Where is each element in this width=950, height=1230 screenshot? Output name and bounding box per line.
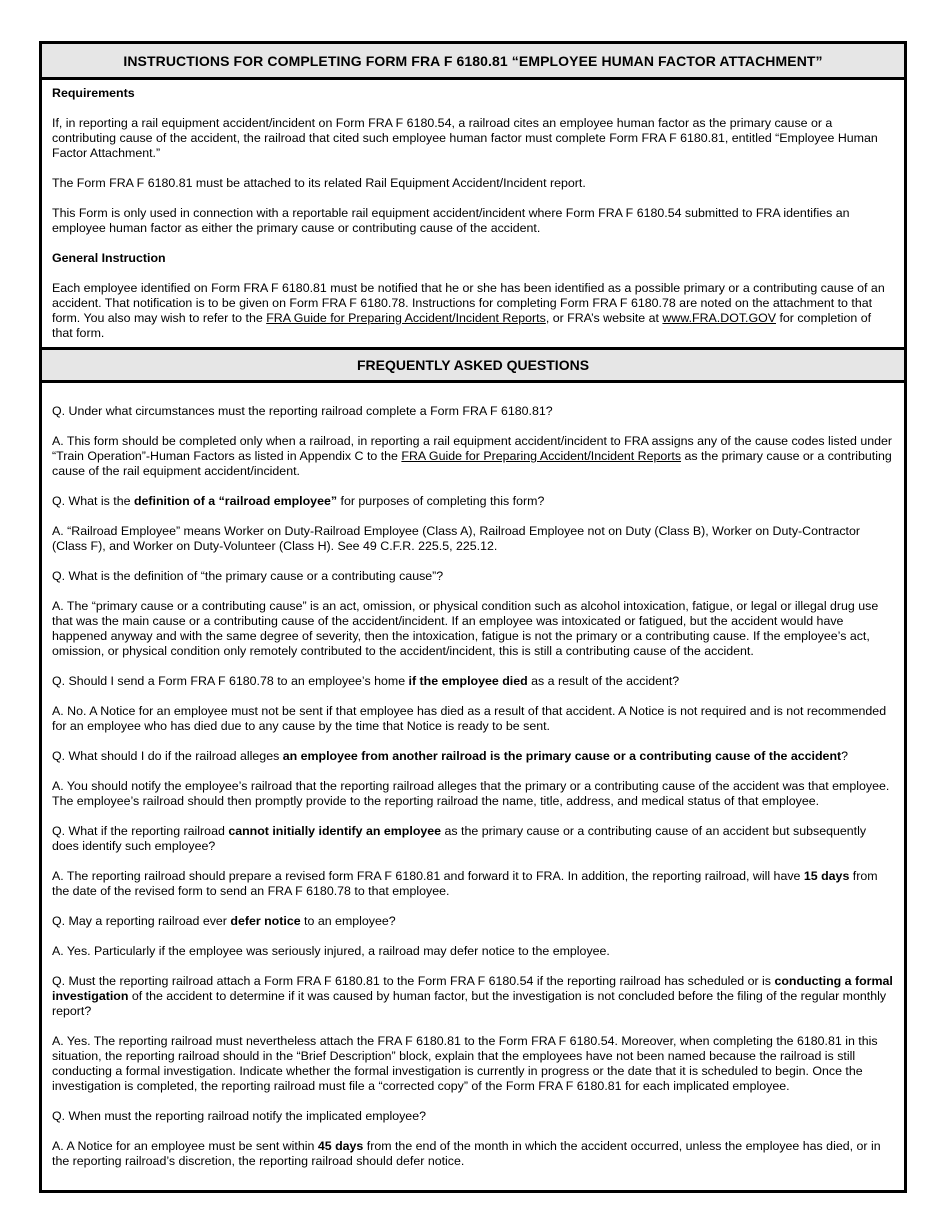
- fra-guide-link[interactable]: FRA Guide for Preparing Accident/Incident Reports: [266, 311, 546, 325]
- faq-heading: FREQUENTLY ASKED QUESTIONS: [42, 347, 904, 383]
- faq-answer: A. You should notify the employee’s railroad that the reporting railroad alleges that the primary or a contributing cause of the accident was that employee. The employee’s railroad should then promptly provide to the reporting railroad the name, title, address, and medical status of that employee.: [52, 779, 890, 808]
- faq-question: Q. Under what circumstances must the reporting railroad complete a Form FRA F 6180.81?: [52, 404, 553, 418]
- fra-guide-link[interactable]: FRA Guide for Preparing Accident/Incident Reports: [401, 449, 682, 463]
- faq-answer: A. Yes. Particularly if the employee was seriously injured, a railroad may defer notice to the employee.: [52, 944, 610, 958]
- general-instruction-heading: General Instruction: [52, 251, 166, 265]
- faq-section: [42, 383, 904, 1169]
- faq-question: Q. When must the reporting railroad notify the implicated employee?: [52, 1109, 426, 1123]
- faq-answer: A. A Notice for an employee must be sent within 45 days from the end of the month in which the accident occurred, unless the employee has died, or in the reporting railroad’s discretion, the reporting railroad should defer notice.: [52, 1139, 881, 1168]
- requirements-heading: Requirements: [52, 86, 135, 100]
- faq-question: Q. What is the definition of a “railroad employee” for purposes of completing this form?: [52, 494, 545, 508]
- page-title: INSTRUCTIONS FOR COMPLETING FORM FRA F 6180.81 “EMPLOYEE HUMAN FACTOR ATTACHMENT”: [42, 44, 904, 80]
- faq-question: Q. Should I send a Form FRA F 6180.78 to an employee’s home if the employee died as a result of the accident?: [52, 674, 680, 688]
- requirements-paragraph-1: If, in reporting a rail equipment accident/incident on Form FRA F 6180.54, a railroad cites an employee human factor as the primary cause or a contributing cause of the accident, the railroad that cited such employee human factor must complete Form FRA F 6180.81, entitled “Employee Human Factor Attachment.”: [52, 116, 878, 160]
- fra-website-link[interactable]: www.FRA.DOT.GOV: [662, 311, 777, 325]
- requirements-paragraph-2: The Form FRA F 6180.81 must be attached to its related Rail Equipment Accident/Incident report.: [52, 176, 586, 190]
- requirements-section: [42, 80, 904, 341]
- faq-answer: A. This form should be completed only when a railroad, in reporting a rail equipment accident/incident to FRA assigns any of the cause codes listed under “Train Operation”-Human Factors as listed in Appendix C to the FRA Guide for Preparing Accident/Incident Reports as the primary cause or a contributing cause of the rail equipment accident/incident.: [52, 434, 893, 478]
- faq-answer: A. “Railroad Employee” means Worker on Duty-Railroad Employee (Class A), Railroad Employee not on Duty (Class B), Worker on Duty-Contractor (Class F), and Worker on Duty-Volunteer (Class H). See 49 C.F.R. 225.5, 225.12.: [52, 524, 860, 553]
- faq-answer: A. The “primary cause or a contributing cause” is an act, omission, or physical condition such as alcohol intoxication, fatigue, or legal or illegal drug use that was the main cause or a contributing cause of the accident/incident. If an employee was intoxicated or fatigued, but the accident would have happened anyway and with the same degree of severity, then the intoxication, fatigue is not the primary or a contributing cause. If the employee’s act, omission, or physical condition only remotely contributed to the accident/incident, this is still a contributing cause of the accident.: [52, 599, 879, 658]
- faq-answer: A. The reporting railroad should prepare a revised form FRA F 6180.81 and forward it to FRA. In addition, the reporting railroad, will have 15 days from the date of the revised form to send an FRA F 6180.78 to that employee.: [52, 869, 878, 898]
- faq-answer: A. Yes. The reporting railroad must nevertheless attach the FRA F 6180.81 to the Form FRA F 6180.54. Moreover, when completing the 6180.81 in this situation, the reporting railroad should in the “Brief Description” block, explain that the employees have not been named because the railroad is still conducting a formal investigation. Indicate whether the formal investigation is currently in progress or the date that it is scheduled to begin. Once the investigation is completed, the reporting railroad must file a “corrected copy” of the Form FRA F 6180.81 for each implicated employee.: [52, 1034, 878, 1093]
- general-instruction-paragraph: Each employee identified on Form FRA F 6180.81 must be notified that he or she has been identified as a possible primary or a contributing cause of an accident. That notification is to be given on Form FRA F 6180.78. Instructions for completing Form FRA F 6180.78 are noted on the attachment to that form. You also may wish to refer to the FRA Guide for Preparing Accident/Incident Reports, or FRA’s website at www.FRA.DOT.GOV for completion of that form.: [52, 281, 885, 340]
- faq-question: Q. What if the reporting railroad cannot initially identify an employee as the primary cause or a contributing cause of an accident but subsequently does identify such employee?: [52, 824, 867, 853]
- faq-question: Q. May a reporting railroad ever defer notice to an employee?: [52, 914, 396, 928]
- requirements-paragraph-3: This Form is only used in connection with a reportable rail equipment accident/incident where Form FRA F 6180.54 submitted to FRA identifies an employee human factor as either the primary cause or contributing cause of the accident.: [52, 206, 850, 235]
- faq-question: Q. What should I do if the railroad alleges an employee from another railroad is the primary cause or a contributing cause of the accident?: [52, 749, 849, 763]
- instructions-frame: [39, 41, 907, 1193]
- faq-question: Q. Must the reporting railroad attach a Form FRA F 6180.81 to the Form FRA F 6180.54 if the reporting railroad has scheduled or is conducting a formal investigation of the accident to determine if it was caused by human factor, but the investigation is not concluded before the filing of the regular monthly report?: [52, 974, 893, 1018]
- faq-question: Q. What is the definition of “the primary cause or a contributing cause”?: [52, 569, 444, 583]
- faq-answer: A. No. A Notice for an employee must not be sent if that employee has died as a result of that accident. A Notice is not required and is not recommended for an employee who has died due to any cause by the time that Notice is ready to be sent.: [52, 704, 887, 733]
